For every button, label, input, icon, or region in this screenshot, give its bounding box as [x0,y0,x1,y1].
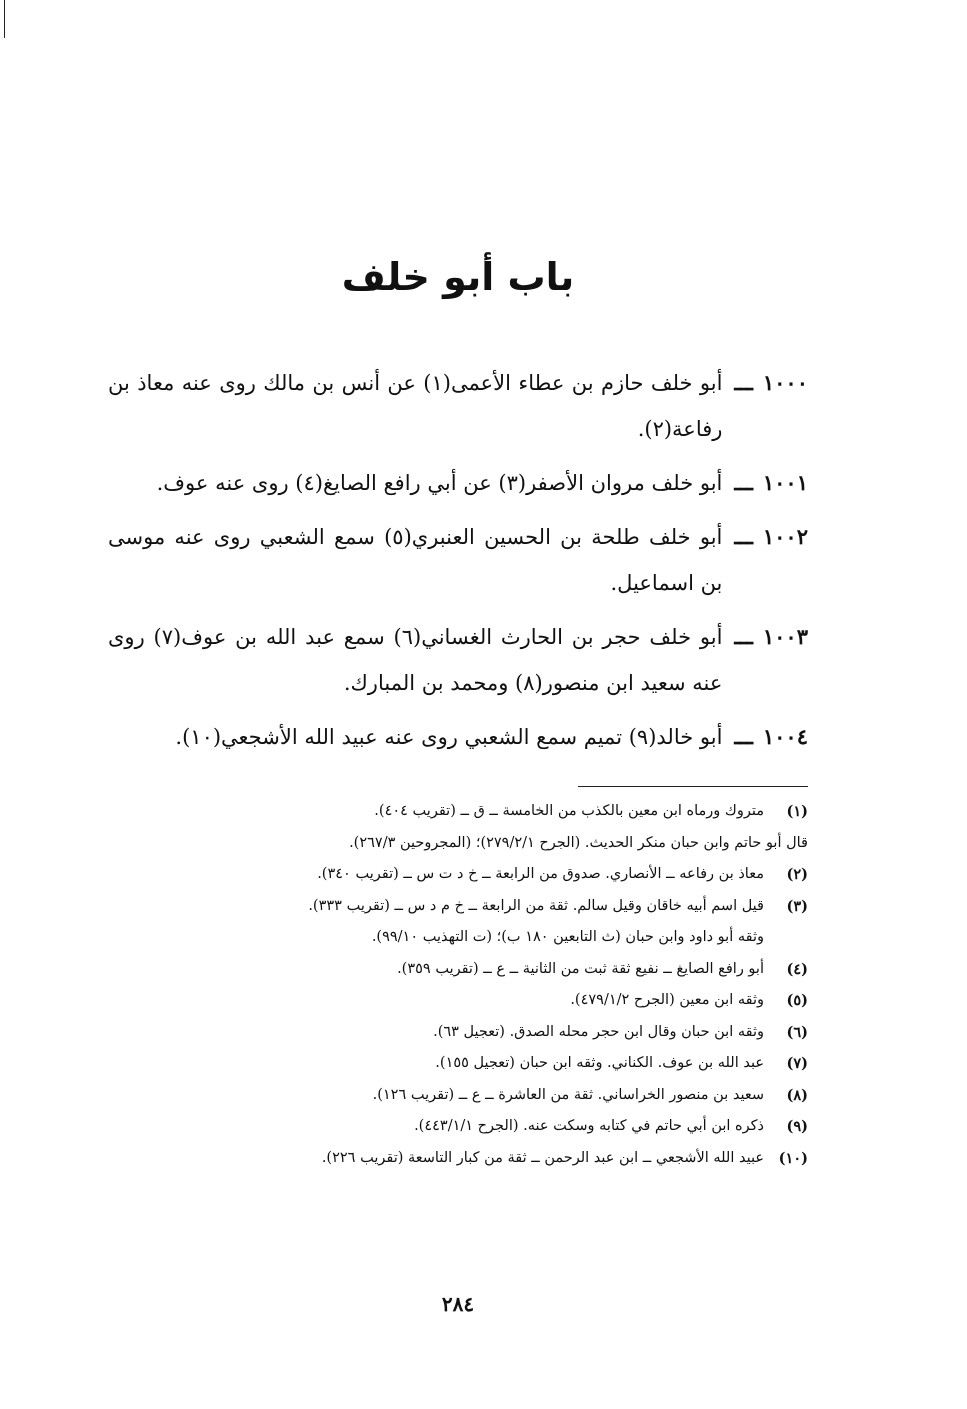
footnote-5 [108,985,808,1017]
entry-1000 [108,360,808,452]
entry-number: ١٠٠٢ [762,524,808,549]
entry-1004 [108,714,808,760]
footnote-1-continuation [108,828,808,860]
footnote-text: وثقه ابن حبان وقال ابن حجر محله الصدق. (تعجيل ٦٣). [433,1023,764,1040]
footnote-number: (٢) [786,866,808,883]
scan-edge-line [4,0,5,38]
footnote-number: (١٠) [778,1149,808,1167]
footnotes [108,796,808,1174]
footnote-continuation-text: وثقه أبو داود وابن حبان (ث التابعين ١٨٠ ب)؛ (ت التهذيب ٩٩/١٠). [371,929,764,945]
footnote-1 [108,796,808,828]
page-number: ٢٨٤ [441,1292,475,1316]
footnote-text: ذكره ابن أبي حاتم في كتابه وسكت عنه. (الجرح ٤٤٣/١/١). [414,1118,764,1134]
footnote-number: (٩) [786,1118,808,1135]
entry-text: أبو خالد(٩) تميم سمع الشعبي روى عنه عبيد الله الأشجعي(١٠). [175,725,723,749]
footnote-number: (٨) [786,1086,808,1104]
footnote-number: (١) [786,803,808,820]
entry-1003 [108,614,808,706]
footnote-text: عبد الله بن عوف. الكناني. وثقه ابن حبان (تعجيل ١٥٥). [435,1055,764,1071]
footnote-3-continuation [108,922,808,954]
footnote-text: أبو رافع الصايغ ــ نفيع ثقة ثبت من الثانية ــ ع ــ (تقريب ٣٥٩). [397,960,764,977]
entry-text: أبو خلف حجر بن الحارث الغساني(٦) سمع عبد الله بن عوف(٧) روى عنه سعيد ابن منصور(٨) ومحمد بن المبارك. [108,625,723,695]
footnote-7 [108,1048,808,1080]
footnote-8 [108,1080,808,1112]
footnote-number: (٦) [786,1023,808,1041]
footnote-2 [108,859,808,891]
entry-text: أبو خلف مروان الأصفر(٣) عن أبي رافع الصايغ(٤) روى عنه عوف. [156,471,723,495]
entry-1001 [108,460,808,506]
entry-number: ١٠٠٠ [762,370,808,395]
footnote-text: سعيد بن منصور الخراساني. ثقة من العاشرة ــ ع ــ (تقريب ١٢٦). [372,1086,764,1103]
footnote-number: (٣) [786,897,808,915]
footnote-3 [108,891,808,923]
entry-dash: ـــ [734,624,753,649]
footnote-9 [108,1111,808,1143]
footnote-4 [108,954,808,986]
entry-text: أبو خلف طلحة بن الحسين العنبري(٥) سمع الشعبي روى عنه موسى بن اسماعيل. [108,525,723,595]
footnote-separator [578,786,808,787]
entry-number: ١٠٠٣ [762,624,808,649]
entry-dash: ـــ [734,470,753,495]
footnote-text: معاذ بن رفاعه ــ الأنصاري. صدوق من الرابعة ــ خ د ت س ــ (تقريب ٣٤٠). [317,866,764,882]
footnote-6 [108,1017,808,1049]
footnote-number: (٤) [786,960,808,978]
footnote-number: (٧) [786,1055,808,1072]
entry-dash: ـــ [734,370,753,395]
entry-text: أبو خلف حازم بن عطاء الأعمى(١) عن أنس بن مالك روى عنه معاذ بن رفاعة(٢). [108,371,723,441]
chapter-title: باب أبو خلف [341,255,575,299]
footnote-text: قيل اسم أبيه خاقان وقيل سالم. ثقة من الرابعة ــ خ م د س ــ (تقريب ٣٣٣). [308,897,764,914]
footnote-text: متروك ورماه ابن معين بالكذب من الخامسة ــ ق ــ (تقريب ٤٠٤). [374,803,764,819]
entry-1002 [108,514,808,606]
entry-number: ١٠٠١ [762,470,808,495]
footnote-text: عبيد الله الأشجعي ــ ابن عبد الرحمن ــ ثقة من كبار التاسعة (تقريب ٢٢٦). [321,1149,764,1166]
footnote-text: وثقه ابن معين (الجرح ٤٧٩/١/٢). [570,992,764,1008]
entry-dash: ـــ [734,524,753,549]
entries-list [108,360,808,768]
footnote-10 [108,1143,808,1175]
book-page [108,0,808,1409]
footnote-number: (٥) [786,992,808,1009]
entry-number: ١٠٠٤ [762,724,808,749]
footnote-continuation-text: قال أبو حاتم وابن حبان منكر الحديث. (الجرح ٢٧٩/٢/١)؛ (المجروحين ٢٦٧/٣). [349,834,808,851]
entry-dash: ـــ [734,724,753,749]
